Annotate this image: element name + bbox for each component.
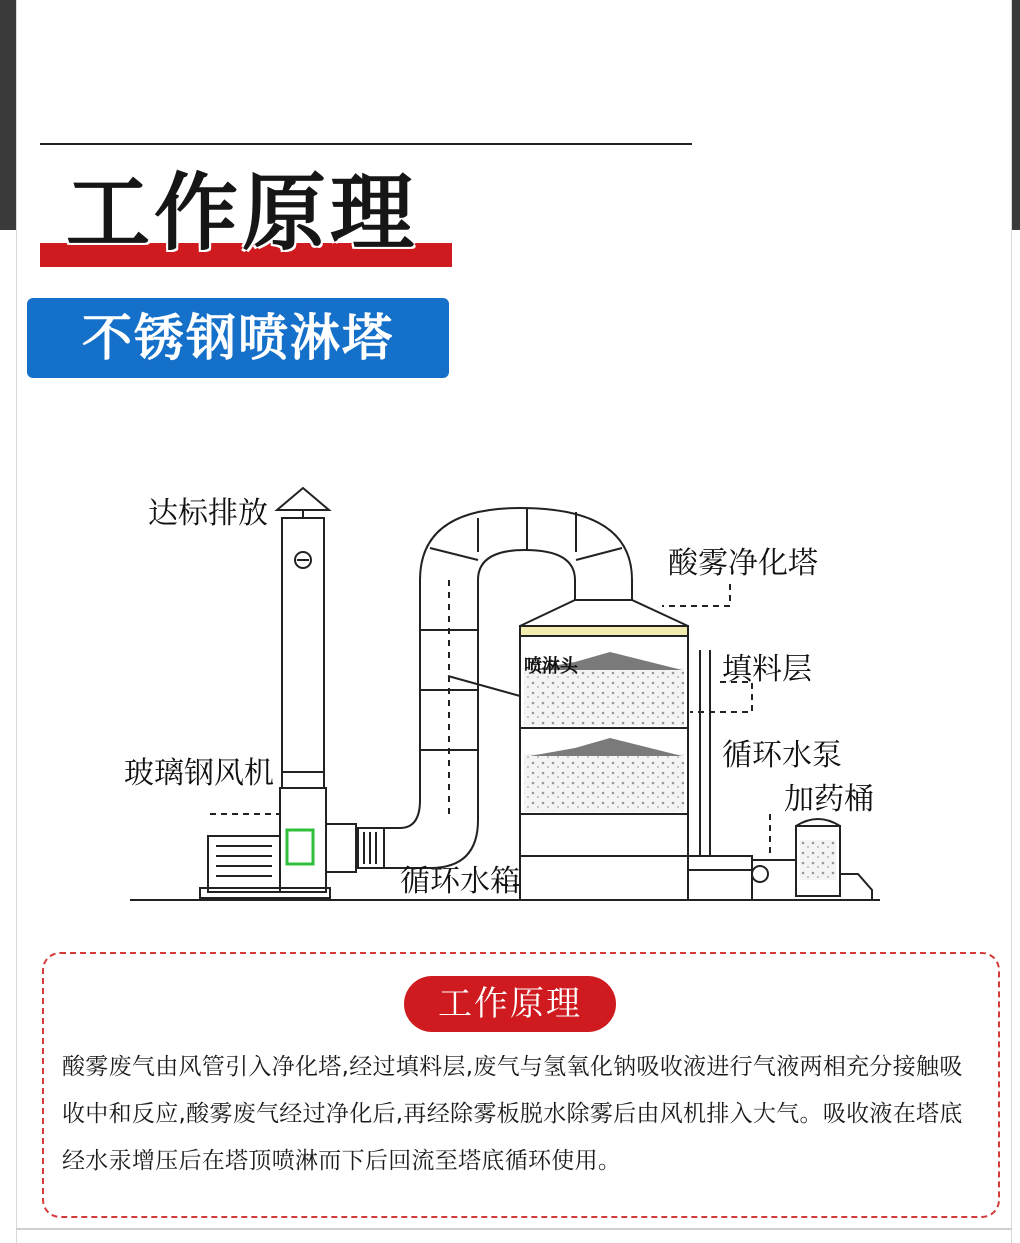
circulation-pump-icon bbox=[752, 866, 768, 882]
product-subtitle: 不锈钢喷淋塔 bbox=[27, 298, 449, 378]
label-discharge: 达标排放 bbox=[148, 496, 268, 531]
label-acid-mist-tower: 酸雾净化塔 bbox=[668, 546, 818, 581]
spray-layer bbox=[520, 626, 688, 636]
diagram-drawing bbox=[0, 400, 1020, 940]
spray-tower-diagram bbox=[0, 400, 1020, 940]
label-fiberglass-fan: 玻璃钢风机 bbox=[124, 756, 274, 791]
label-spray-head: 喷淋头 bbox=[524, 656, 578, 677]
chimney-stack bbox=[282, 518, 324, 788]
fan-motor bbox=[208, 836, 280, 892]
label-circulation-tank: 循环水箱 bbox=[400, 864, 520, 899]
pump-base bbox=[688, 856, 752, 900]
section-heading bbox=[40, 165, 452, 267]
packing-layer-lower bbox=[524, 754, 684, 812]
label-circulation-pump: 循环水泵 bbox=[722, 738, 842, 773]
label-dosing-tank: 加药桶 bbox=[784, 782, 874, 817]
leader-fan bbox=[210, 814, 280, 836]
chimney-cap bbox=[277, 488, 329, 510]
label-packing-layer: 填料层 bbox=[722, 652, 812, 687]
principle-title-badge: 工作原理 bbox=[404, 976, 616, 1032]
duct-outer bbox=[384, 580, 420, 828]
leader-tower bbox=[662, 584, 730, 606]
bottom-divider bbox=[16, 1228, 1012, 1230]
right-edge-decoration bbox=[1012, 0, 1020, 230]
principle-description-text: 酸雾废气由风管引入净化塔,经过填料层,废气与氢氧化钠吸收液进行气液两相充分接触吸收中和反应,酸雾废气经过净化后,再经除雾板脱水除雾后由风机排入大气。吸收液在塔底经水汞增压后在塔顶喷淋而下后回流至塔底循环使用。 bbox=[62, 1054, 963, 1174]
page-title: 工作原理 bbox=[66, 164, 419, 262]
tower-hood bbox=[520, 600, 688, 626]
top-divider bbox=[40, 143, 692, 145]
left-edge-decoration bbox=[0, 0, 16, 230]
fan-highlight bbox=[287, 830, 313, 864]
principle-description-box bbox=[42, 952, 1000, 1218]
duct-inner bbox=[384, 580, 478, 868]
